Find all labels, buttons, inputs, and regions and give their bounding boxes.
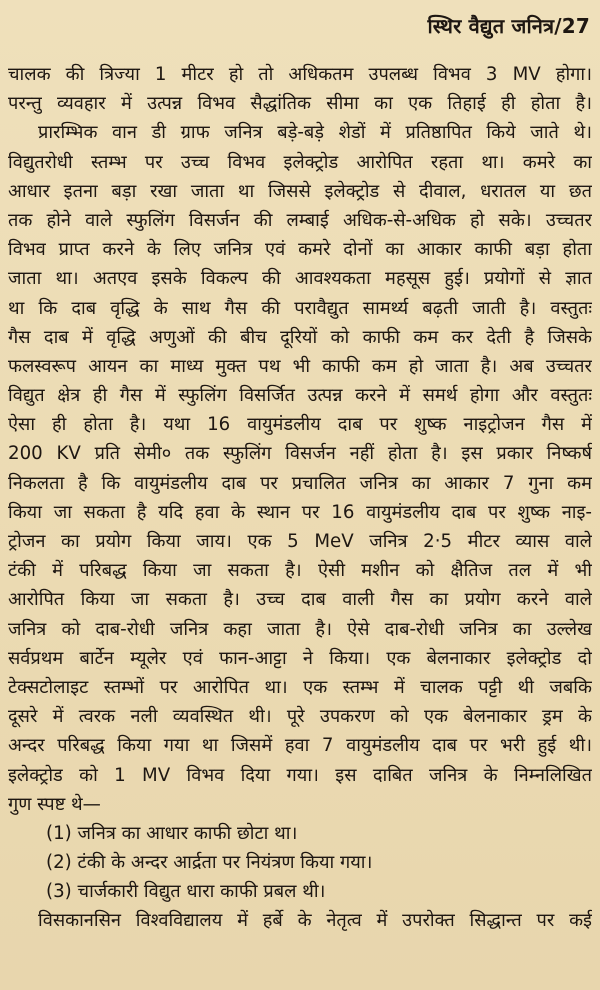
text-line: आधार इतना बड़ा रखा जाता था जिससे इलेक्ट्रोड से दीवाल, धरातल या छत: [8, 180, 592, 202]
text-line: चालक की त्रिज्या 1 मीटर हो तो अधिकतम उपलब्ध विभव 3 MV होगा।: [8, 64, 592, 85]
text-line: टंकी में परिबद्ध किया जा सकता है। ऐसी मशीन को क्षैतिज तल में भी: [8, 560, 592, 582]
text-line: टेक्सटोलाइट स्तम्भों पर आरोपित था। एक स्तम्भ में चालक पट्टी थी जबकि: [8, 676, 592, 698]
text-line: विभव प्राप्त करने के लिए जनित्र एवं कमरे दोनों का आकार काफी बड़ा होता: [8, 239, 592, 261]
text-line: जाता था। अतएव इसके विकल्प की आवश्यकता महसूस हुई। प्रयोगों से ज्ञात: [8, 268, 592, 290]
body-text: [8, 60, 592, 936]
text-line: निकलता है कि वायुमंडलीय दाब पर प्रचालित जनित्र का आकार 7 गुना कम: [8, 472, 592, 494]
text-line: किया जा सकता है यदि हवा के स्थान पर 16 वायुमंडलीय दाब पर शुष्क नाइ-: [8, 501, 592, 523]
text-line: ऐसा ही होता है। यथा 16 वायुमंडलीय दाब पर शुष्क नाइट्रोजन गैस में: [8, 414, 592, 436]
text-line: गुण स्पष्ट थे—: [8, 793, 101, 815]
paragraph-start-line: विसकानसिन विश्वविद्यालय में हर्बे के नेतृत्व में उपरोक्त सिद्धान्त पर कई: [38, 910, 592, 932]
text-line: इलेक्ट्रोड को 1 MV विभव दिया गया। इस दाबित जनित्र के निम्नलिखित: [8, 764, 592, 786]
running-header: स्थिर वैद्युत जनित्र/27: [427, 14, 590, 38]
text-line: था कि दाब वृद्धि के साथ गैस की परावैद्युत सामर्थ्य बढ़ती जाती है। वस्तुतः: [8, 297, 592, 319]
text-line: फलस्वरूप आयन का माध्य मुक्त पथ भी काफी कम हो जाता है। अब उच्चतर: [8, 355, 592, 377]
text-line: ट्रोजन का प्रयोग किया जाय। एक 5 MeV जनित्र 2·5 मीटर व्यास वाले: [8, 531, 592, 552]
text-line: तक होने वाले स्फुलिंग विसर्जन की लम्बाई अधिक-से-अधिक हो सके। उच्चतर: [8, 209, 592, 231]
text-line: जनित्र को दाब-रोधी जनित्र कहा जाता है। ऐसे दाब-रोधी जनित्र का उल्लेख: [8, 618, 592, 640]
list-item-1: (1) जनित्र का आधार काफी छोटा था।: [46, 822, 298, 844]
text-line: विद्युतरोधी स्तम्भ पर उच्च विभव इलेक्ट्रोड आरोपित रहता था। कमरे का: [8, 151, 592, 173]
text-line: 200 KV प्रति सेमी० तक स्फुलिंग विसर्जन नहीं होता है। इस प्रकार निष्कर्ष: [8, 443, 592, 465]
text-line: परन्तु व्यवहार में उत्पन्न विभव सैद्धांतिक सीमा का एक तिहाई ही होता है।: [8, 93, 592, 115]
text-line: अन्दर परिबद्ध किया गया था जिसमें हवा 7 वायुमंडलीय दाब पर भरी हुई थी।: [8, 735, 592, 757]
text-line: विद्युत क्षेत्र ही गैस में स्फुलिंग विसर्जित उत्पन्न करने में समर्थ होगा और वस्तुतः: [8, 385, 592, 407]
paragraph-start-line: प्रारम्भिक वान डी ग्राफ जनित्र बड़े-बड़े शेडों में प्रतिष्ठापित किये जाते थे।: [38, 122, 592, 144]
text-line: गैस दाब में वृद्धि अणुओं की बीच दूरियों को काफी कम कर देती है जिसके: [8, 326, 592, 348]
list-item-2: (2) टंकी के अन्दर आर्द्रता पर नियंत्रण किया गया।: [46, 852, 373, 874]
list-item-3: (3) चार्जकारी विद्युत धारा काफी प्रबल थी।: [46, 881, 326, 903]
text-line: सर्वप्रथम बार्टेन म्यूलेर एवं फान-आट्टा ने किया। एक बेलनाकार इलेक्ट्रोड दो: [8, 647, 592, 669]
text-line: आरोपित किया जा सकता है। उच्च दाब वाली गैस का प्रयोग करने वाले: [8, 589, 592, 611]
text-line: दूसरे में त्वरक नली व्यवस्थित थी। पूरे उपकरण को एक बेलनाकार ड्रम के: [8, 706, 592, 728]
